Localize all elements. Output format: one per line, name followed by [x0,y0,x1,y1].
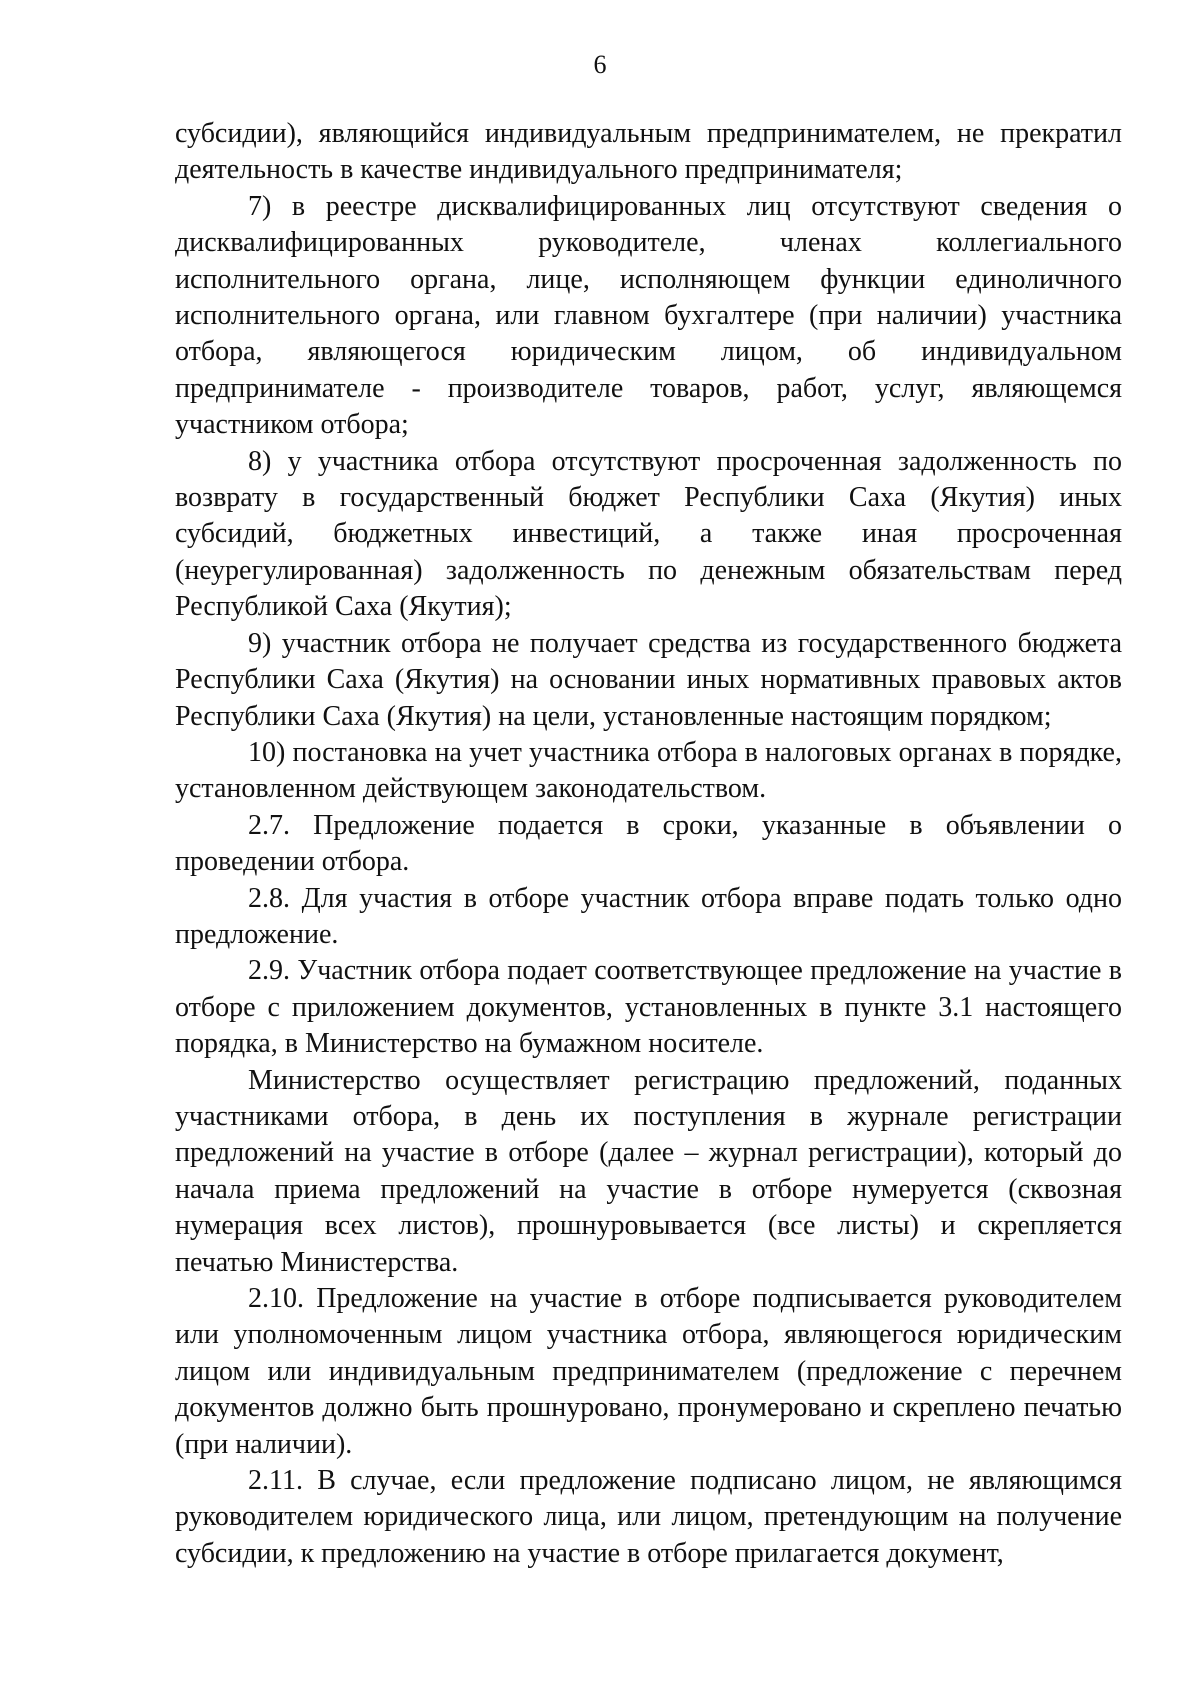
paragraph-2-10: 2.10. Предложение на участие в отборе подписывается руководителем или уполномоченным лицом участника отбора, являющегося юридическим лицом или индивидуальным предпринимателем (предложение с перечнем документов должно быть прошнуровано, пронумеровано и скреплено печатью (при наличии). [175,1283,1122,1460]
page-number: 6 [593,50,607,79]
paragraph-2-9: 2.9. Участник отбора подает соответствующее предложение на участие в отборе с приложением документов, установленных в пункте 3.1 настоящего порядка, в Министерство на бумажном носителе. [175,955,1122,1060]
paragraph-item-7: 7) в реестре дисквалифицированных лиц отсутствуют сведения о дисквалифицированных руководителе, членах коллегиального исполнительного органа, лице, исполняющем функции единоличного исполнительного органа, или главном бухгалтере (при наличии) участника отбора, являющегося юридическим лицом, об индивидуальном предпринимателе - производителе товаров, работ, услуг, являющемся участником отбора; [175,190,1122,441]
paragraph-continuation: субсидии), являющийся индивидуальным предпринимателем, не прекратил деятельность в качестве индивидуального предпринимателя; [175,118,1122,186]
paragraph-item-9: 9) участник отбора не получает средства из государственного бюджета Республики Саха (Якутия) на основании иных нормативных правовых актов Республики Саха (Якутия) на цели, установленные настоящим порядком; [175,627,1122,732]
paragraph-2-8: 2.8. Для участия в отборе участник отбора вправе подать только одно предложение. [175,882,1122,950]
document-body [175,116,1122,1572]
paragraph-item-10: 10) постановка на учет участника отбора в налоговых органах в порядке, установленном действующем законодательством. [175,736,1122,805]
paragraph-2-7: 2.7. Предложение подается в сроки, указанные в объявлении о проведении отбора. [175,809,1122,878]
paragraph-2-11: 2.11. В случае, если предложение подписано лицом, не являющимся руководителем юридического лица, или лицом, претендующим на получение субсидии, к предложению на участие в отборе прилагается документ, [175,1465,1122,1569]
paragraph-item-8: 8) у участника отбора отсутствуют просроченная задолженность по возврату в государственный бюджет Республики Саха (Якутия) иных субсидий, бюджетных инвестиций, а также иная просроченная (неурегулированная) задолженность по денежным обязательствам перед Республикой Саха (Якутия); [175,445,1122,623]
paragraph-ministry-registration: Министерство осуществляет регистрацию предложений, поданных участниками отбора, в день их поступления в журнале регистрации предложений на участие в отборе (далее – журнал регистрации), который до начала приема предложений на участие в отборе нумеруется (сквозная нумерация всех листов), прошнуровывается (все листы) и скрепляется печатью Министерства. [175,1064,1122,1278]
